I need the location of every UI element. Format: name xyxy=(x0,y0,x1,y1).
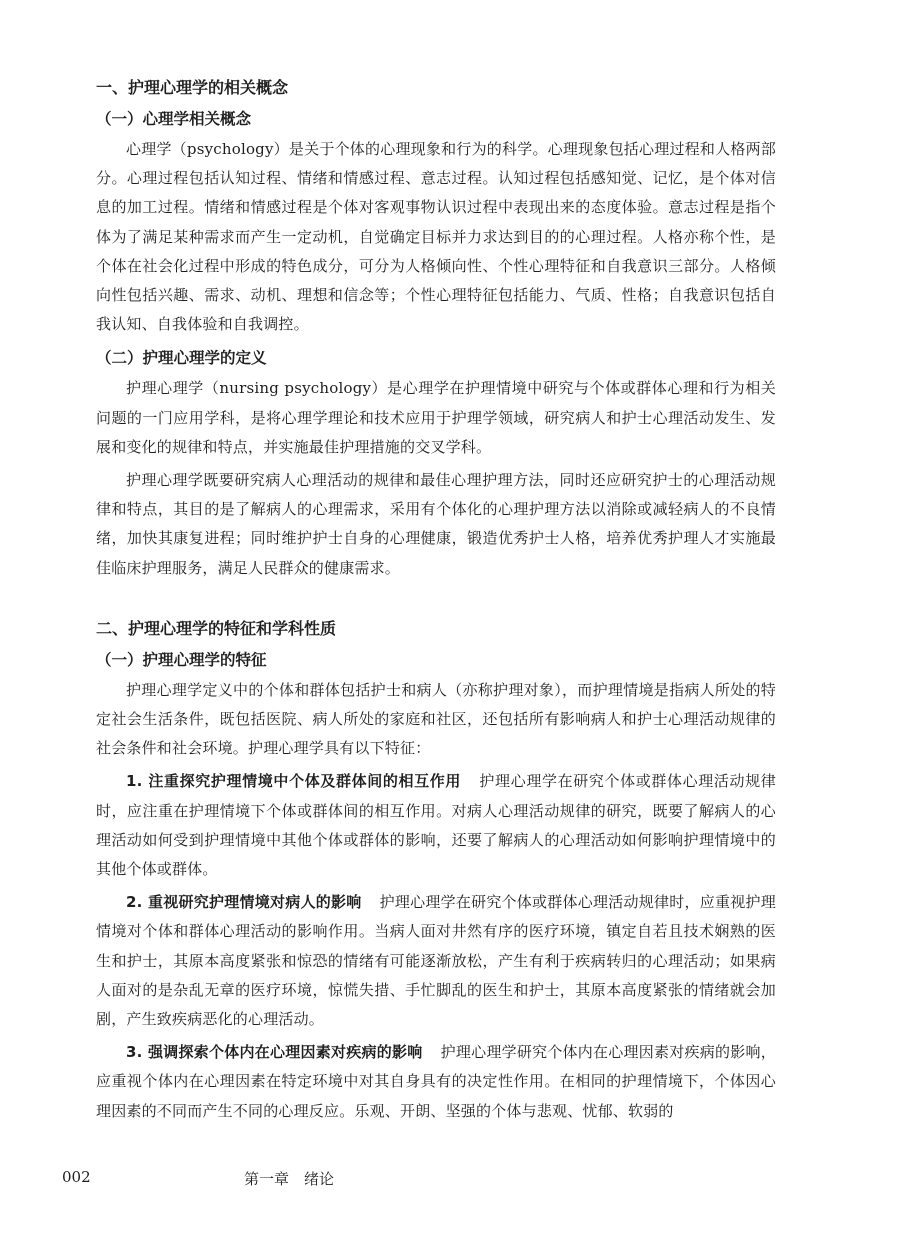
chapter-title: 第一章 绪论 xyxy=(244,1170,335,1188)
section-2-title: 二、护理心理学的特征和学科性质 xyxy=(96,618,337,638)
subsection-1-1-title: （一）心理学相关概念 xyxy=(96,110,252,128)
page-body xyxy=(96,72,776,1126)
paragraph-psychology-definition: 心理学（psychology）是关于个体的心理现象和行为的科学。心理现象包括心理过程和人格两部分。心理过程包括认知过程、情绪和情感过程、意志过程。认知过程包括感知觉、记忆，是个体对信息的加工过程。情绪和情感过程是个体对客观事物认识过程中表现出来的态度体验。意志过程是指个体为了满足某种需求而产生一定动机，自觉确定目标并力求达到目的的心理过程。人格亦称个性，是个体在社会化过程中形成的特色成分，可分为人格倾向性、个性心理特征和自我意识三部分。人格倾向性包括兴趣、需求、动机、理想和信念等；个性心理特征包括能力、气质、性格；自我意识包括自我认知、自我体验和自我调控。 xyxy=(96,140,776,334)
list-item-characteristic-1 xyxy=(96,767,776,884)
list-item-heading: 2. 重视研究护理情境对病人的影响 xyxy=(126,893,362,912)
paragraph-nursing-psychology-definition: 护理心理学（nursing psychology）是心理学在护理情境中研究与个体或群体心理和行为相关问题的一门应用学科，是将心理学理论和技术应用于护理学领域，研究病人和护士心理活动发生、发展和变化的规律和特点，并实施最佳护理措施的交叉学科。 xyxy=(96,379,776,456)
subsection-1-2-title: （二）护理心理学的定义 xyxy=(96,349,267,368)
list-item-heading: 3. 强调探索个体内在心理因素对疾病的影响 xyxy=(126,1043,423,1062)
list-item-characteristic-2 xyxy=(96,888,776,1034)
list-item-heading: 1. 注重探究护理情境中个体及群体间的相互作用 xyxy=(126,772,461,791)
subsection-2-1-title: （一）护理心理学的特征 xyxy=(96,650,267,669)
section-1-title: 一、护理心理学的相关概念 xyxy=(96,78,289,97)
list-item-body: 护理心理学在研究个体或群体心理活动规律时，应重视护理情境对个体和群体心理活动的影响作用。当病人面对井然有序的医疗环境，镇定自若且技术娴熟的医生和护士，其原本高度紧张和惊恐的情绪有可能逐渐放松，产生有利于疾病转归的心理活动；如果病人面对的是杂乱无章的医疗环境，惊慌失措、手忙脚乱的医生和护士，其原本高度紧张的情绪就会加剧，产生致疾病恶化的心理活动。 xyxy=(96,893,777,1029)
paragraph-characteristics-intro: 护理心理学定义中的个体和群体包括护士和病人（亦称护理对象），而护理情境是指病人所处的特定社会生活条件，既包括医院、病人所处的家庭和社区，还包括所有影响病人和护士心理活动规律的社会条件和社会环境。护理心理学具有以下特征： xyxy=(96,680,776,758)
paragraph-nursing-psychology-goals: 护理心理学既要研究病人心理活动的规律和最佳心理护理方法，同时还应研究护士的心理活动规律和特点，其目的是了解病人的心理需求，采用有个体化的心理护理方法以消除或减轻病人的不良情绪，加快其康复进程；同时维护护士自身的心理健康，锻造优秀护士人格，培养优秀护理人才实施最佳临床护理服务，满足人民群众的健康需求。 xyxy=(96,471,776,577)
list-item-characteristic-3 xyxy=(96,1038,776,1126)
page-number: 002 xyxy=(62,1168,91,1186)
list-item-body: 护理心理学研究个体内在心理因素对疾病的影响，应重视个体内在心理因素在特定环境中对其自身具有的决定性作用。在相同的护理情境下，个体因心理因素的不同而产生不同的心理反应。乐观、开朗、坚强的个体与悲观、忧郁、软弱的 xyxy=(96,1043,777,1120)
list-item-body: 护理心理学在研究个体或群体心理活动规律时，应注重在护理情境下个体或群体间的相互作用。对病人心理活动规律的研究，既要了解病人的心理活动如何受到护理情境中其他个体或群体的影响，还要了解病人的心理活动如何影响护理情境中的其他个体或群体。 xyxy=(96,772,776,879)
